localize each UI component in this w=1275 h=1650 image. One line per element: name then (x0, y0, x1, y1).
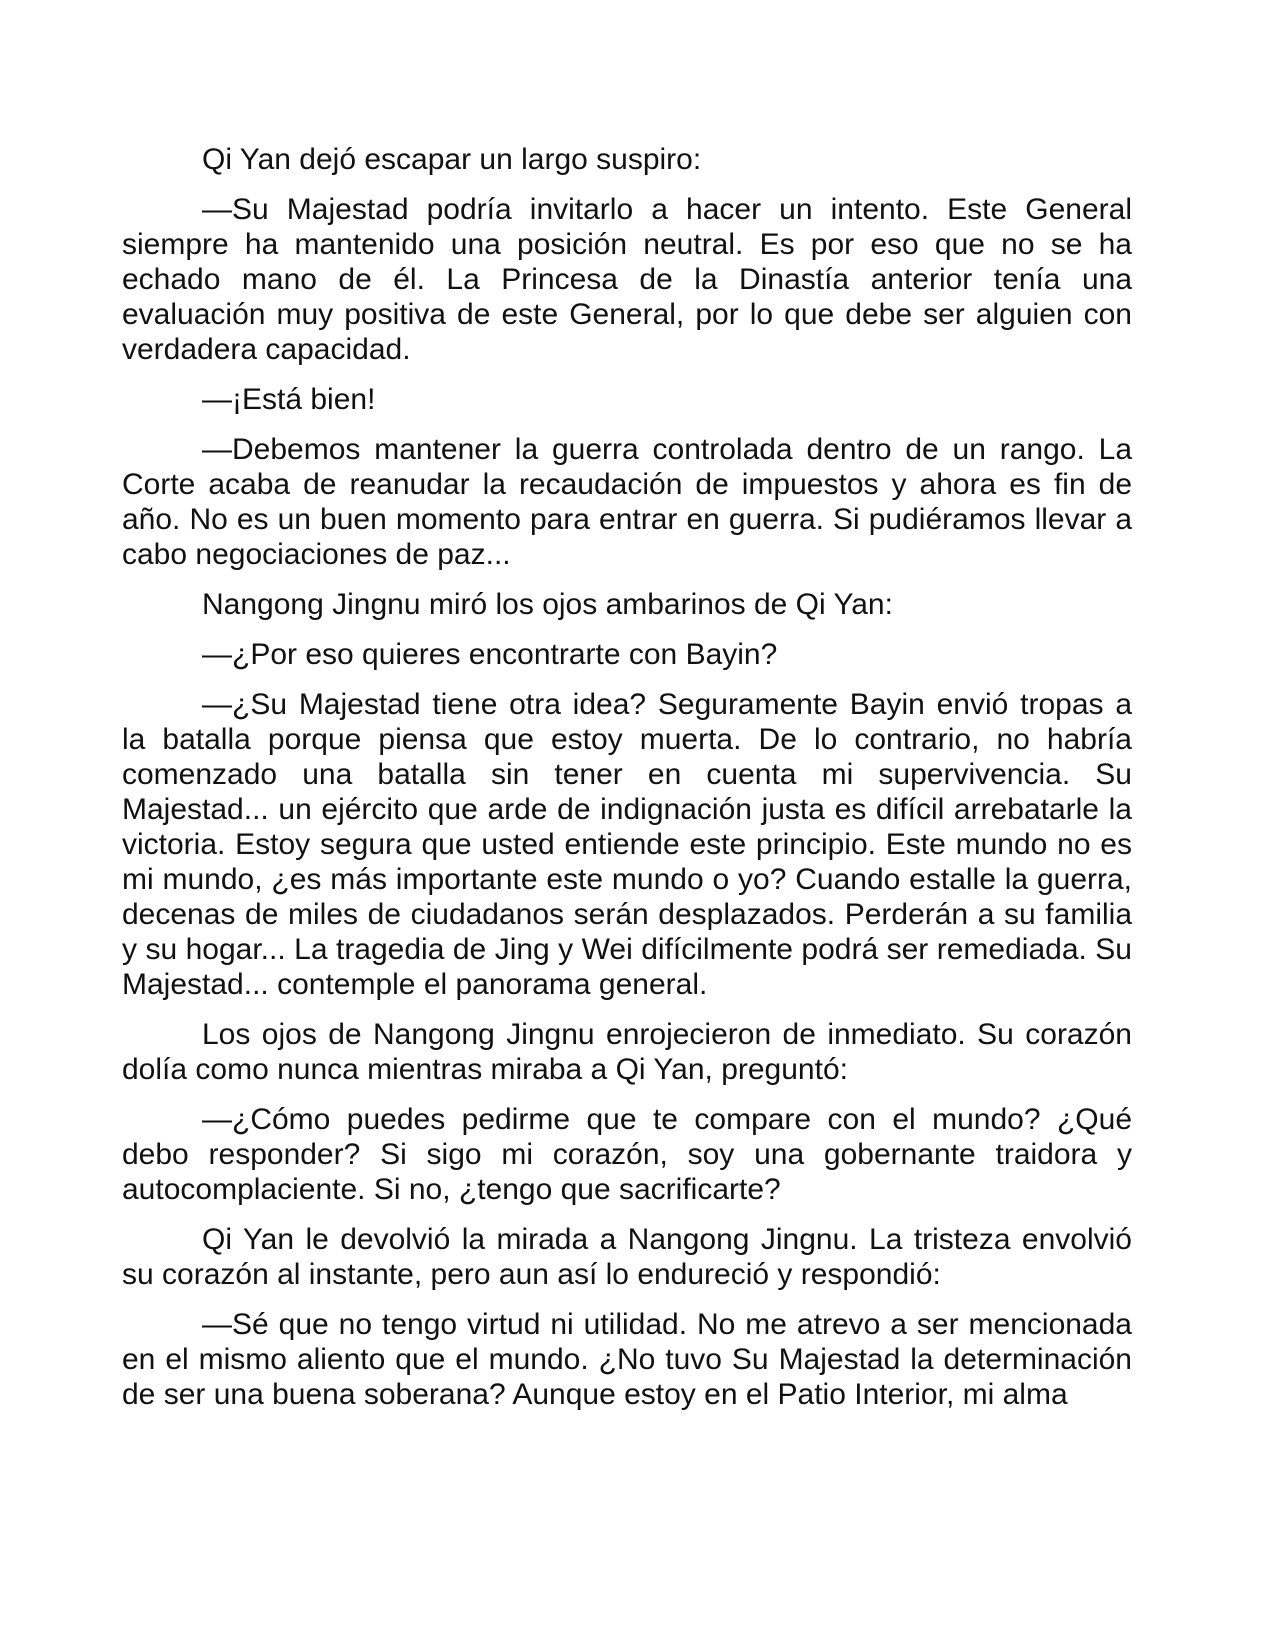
paragraph: Nangong Jingnu miró los ojos ambarinos de Qi Yan: (202, 588, 893, 621)
paragraph: —¡Está bien! (202, 383, 376, 416)
paragraph: —¿Su Majestad tiene otra idea? Seguramente Bayin envió tropas a la batalla porque piensa que estoy muerta. De lo contrario, no habría comenzado una batalla sin tener en cuenta mi supervivencia. Su Majestad... un ejército que arde de indignación justa es difícil arrebatarle la victoria. Estoy segura que usted entiende este principio. Este mundo no es mi mundo, ¿es más importante este mundo o yo? Cuando estalle la guerra, decenas de miles de ciudadanos serán desplazados. Perderán a su familia y su hogar... La tragedia de Jing y Wei difícilmente podrá ser remediada. Su Majestad... contemple el panorama general. (122, 688, 1132, 1001)
paragraph: Los ojos de Nangong Jingnu enrojecieron de inmediato. Su corazón dolía como nunca mientras miraba a Qi Yan, preguntó: (122, 1018, 1132, 1086)
paragraph: Qi Yan dejó escapar un largo suspiro: (202, 143, 702, 176)
paragraph: —Sé que no tengo virtud ni utilidad. No me atrevo a ser mencionada en el mismo aliento que el mundo. ¿No tuvo Su Majestad la determinación de ser una buena soberana? Aunque estoy en el Patio Interior, mi alma (122, 1308, 1132, 1411)
paragraph: Qi Yan le devolvió la mirada a Nangong Jingnu. La tristeza envolvió su corazón al instante, pero aun así lo endureció y respondió: (122, 1223, 1132, 1291)
paragraph: —¿Cómo puedes pedirme que te compare con el mundo? ¿Qué debo responder? Si sigo mi corazón, soy una gobernante traidora y autocomplaciente. Si no, ¿tengo que sacrificarte? (122, 1103, 1132, 1206)
paragraph: —Su Majestad podría invitarlo a hacer un intento. Este General siempre ha mantenido una posición neutral. Es por eso que no se ha echado mano de él. La Princesa de la Dinastía anterior tenía una evaluación muy positiva de este General, por lo que debe ser alguien con verdadera capacidad. (122, 193, 1132, 366)
paragraph: —¿Por eso quieres encontrarte con Bayin? (202, 638, 778, 671)
document-page (122, 142, 1132, 1427)
paragraph: —Debemos mantener la guerra controlada dentro de un rango. La Corte acaba de reanudar la recaudación de impuestos y ahora es fin de año. No es un buen momento para entrar en guerra. Si pudiéramos llevar a cabo negociaciones de paz... (122, 433, 1132, 571)
